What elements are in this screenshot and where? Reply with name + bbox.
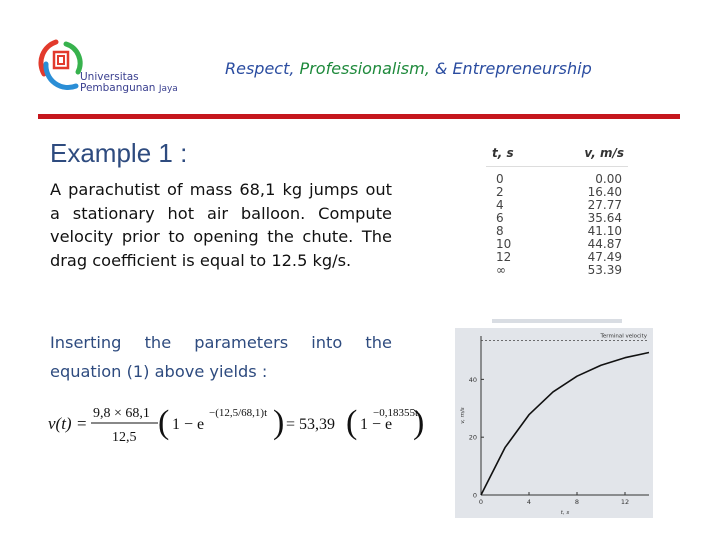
table-cell-time: 12 [496,250,512,264]
tagline-professionalism: Professionalism, [299,59,430,78]
table-cell-velocity: 35.64 [587,211,622,225]
y-axis-label: v, m/s [460,407,466,424]
eq-paren-open-1: ( [158,404,170,441]
x-tick-label: 8 [574,498,580,506]
terminal-velocity-annotation: Terminal velocity [600,333,647,340]
y-tick-label: 40 [468,375,477,384]
table-cell-time: 10 [496,237,512,251]
eq-paren-close-2: ) [413,404,425,441]
table-cell-velocity: 53.39 [587,263,622,277]
table-cell-velocity: 47.49 [587,250,622,264]
eq-lhs: v(t) = [48,414,88,433]
header-divider [38,114,680,119]
y-tick-label: 20 [468,433,477,442]
table-row [486,167,628,187]
eq-exponent-1: −(12,5/68,1)t [209,407,268,419]
table-cell-velocity: 44.87 [587,237,622,251]
table-cell-velocity: 27.77 [587,198,622,212]
table-cell-time: 6 [496,211,504,225]
table-cell-time: 8 [496,224,504,238]
table-cell-time: 2 [496,185,504,199]
x-tick-label: 0 [478,498,484,506]
y-tick-label: 0 [472,491,477,500]
table-header-time: t, s [486,138,543,167]
logo-line2: Pembangunan [80,82,156,94]
table-cell-time: ∞ [496,263,506,277]
eq-paren-open-2: ( [346,404,358,441]
eq-one-minus-e-2: 1 − e [360,416,393,433]
eq-denominator: 12,5 [112,430,137,445]
table-cell-time: 0 [496,172,504,186]
table-header-velocity: v, m/s [543,138,628,167]
eq-equals-coefficient: = 53,39 [286,416,336,433]
logo-text [80,72,178,95]
slide-title: Example 1 : [50,138,188,168]
table-cell-velocity: 0.00 [595,172,622,186]
logo-line1: Universitas [80,71,139,83]
tagline-entrepreneurship: & Entrepreneurship [429,59,592,78]
tagline [225,59,592,78]
x-axis-label: t, s [560,510,570,516]
table-row [486,264,628,277]
eq-exponent-2: −0,18355t [373,407,419,419]
eq-paren-close-1: ) [273,404,285,441]
velocity-equation [46,396,426,452]
table-cell-velocity: 41.10 [587,224,622,238]
logo-line3: Jaya [158,84,178,94]
problem-statement: A parachutist of mass 68,1 kg jumps out a stationary hot air balloon. Compute velocity prior to opening the chute. The drag coefficient is equal to 12.5 kg/s. [50,180,392,270]
eq-numerator: 9,8 × 68,1 [93,406,150,421]
eq-one-minus-e-1: 1 − e [172,416,205,433]
velocity-table-panel [486,138,628,323]
table-cell-time: 4 [496,198,504,212]
x-tick-label: 4 [526,498,532,506]
tagline-respect: Respect, [225,59,300,78]
chart-background [455,328,653,518]
velocity-chart [455,328,653,518]
x-tick-label: 12 [620,498,630,506]
table-cell-velocity: 16.40 [587,185,622,199]
instruction-text: Inserting the parameters into the equation (1) above yields : [50,333,392,381]
table-bottom-bar [492,319,622,323]
velocity-table [486,138,628,277]
